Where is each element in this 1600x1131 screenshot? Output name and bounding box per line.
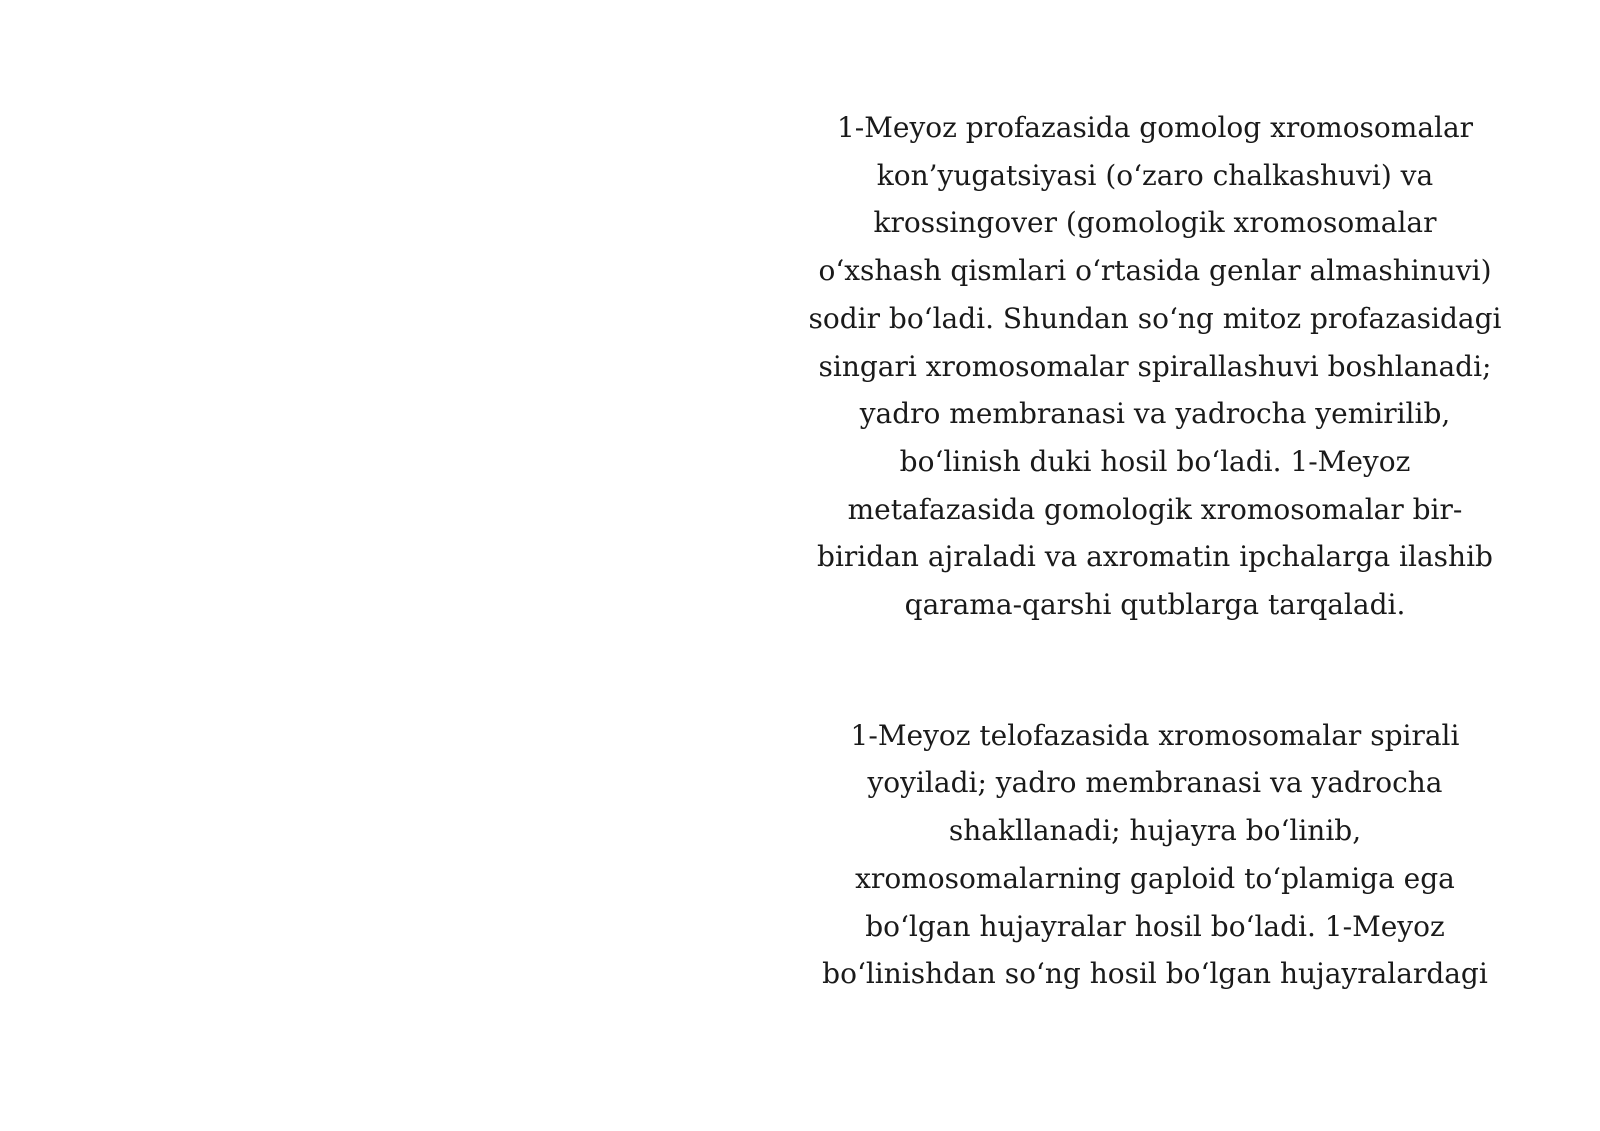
- text-line: bo‘linish duki hosil bo‘ladi. 1-Meyoz: [899, 444, 1411, 478]
- text-line: 1-Meyoz profazasida gomolog xromosomalar: [836, 111, 1474, 144]
- text-line: singari xromosomalar spirallashuvi boshlanadi;: [818, 349, 1492, 383]
- text-line: 1-Meyoz telofazasida xromosomalar spirali: [850, 718, 1460, 752]
- text-line: kon’yugatsiyasi (o‘zaro chalkashuvi) va: [876, 158, 1434, 192]
- text-line: sodir bo‘ladi. Shundan so‘ng mitoz profazasidagi: [808, 301, 1502, 335]
- text-line: metafazasida gomologik xromosomalar bir-: [847, 492, 1463, 526]
- text-line: qarama-qarshi qutblarga tarqaladi.: [904, 588, 1406, 622]
- text-line: yoyiladi; yadro membranasi va yadrocha: [867, 766, 1443, 800]
- text-line: bo‘lgan hujayralar hosil bo‘ladi. 1-Meyoz: [865, 909, 1445, 943]
- text-line: yadro membranasi va yadrocha yemirilib,: [859, 397, 1451, 431]
- text-line: biridan ajraladi va axromatin ipchalarga ilashib: [817, 540, 1493, 574]
- paragraph-gap: [770, 629, 1540, 712]
- text-line: krossingover (gomologik xromosomalar: [873, 206, 1437, 240]
- paragraph-prophase-metaphase: [770, 104, 1540, 629]
- text-line: bo‘linishdan so‘ng hosil bo‘lgan hujayralardagi: [822, 957, 1488, 991]
- paragraph-telophase: [770, 712, 1540, 998]
- text-line: shakllanadi; hujayra bo‘linib,: [948, 814, 1362, 848]
- text-column: [770, 104, 1540, 998]
- text-line: o‘xshash qismlari o‘rtasida genlar almashinuvi): [818, 254, 1492, 288]
- text-line: xromosomalarning gaploid to‘plamiga ega: [855, 861, 1455, 895]
